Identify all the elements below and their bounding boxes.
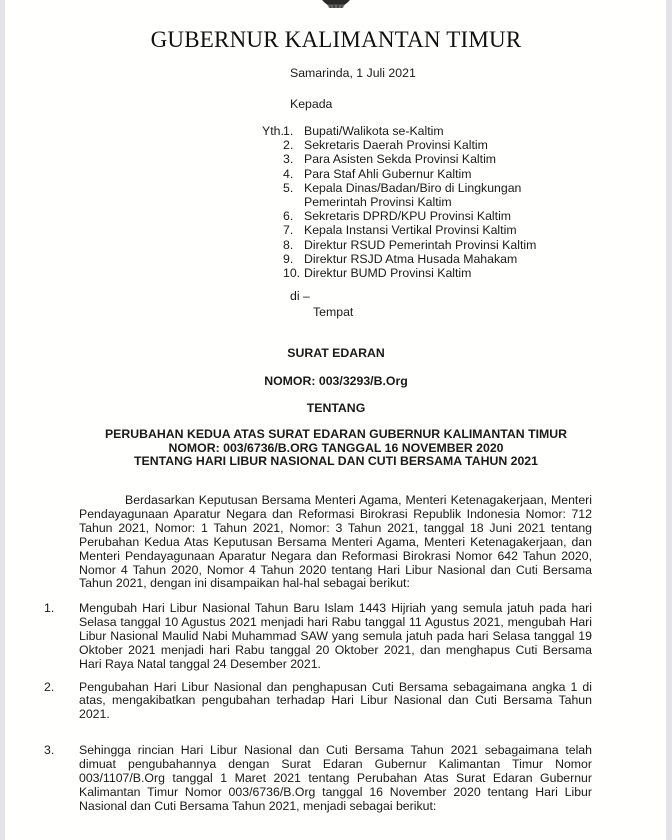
recipient-text: Direktur BUMD Provinsi Kaltim: [304, 266, 472, 281]
recipient-text: Bupati/Walikota se-Kaltim: [304, 124, 444, 138]
recipient-list: [283, 124, 536, 280]
points-list: [44, 602, 592, 823]
recipient-number: 10.: [283, 266, 301, 281]
recipient-item: [283, 238, 536, 252]
recipient-item: [283, 252, 536, 266]
photo-edge-right: [666, 0, 672, 840]
point-number: 1.: [44, 601, 55, 615]
subject-line: PERUBAHAN KEDUA ATAS SURAT EDARAN GUBERNUR KALIMANTAN TIMUR: [104, 427, 568, 441]
recipient-text: Pemerintah Provinsi Kaltim: [304, 195, 452, 210]
recipient-number: [283, 195, 304, 209]
place-date: Samarinda, 1 Juli 2021: [290, 66, 416, 80]
circular-title: SURAT EDARAN: [287, 346, 385, 360]
recipient-number: 6.: [283, 209, 294, 224]
recipient-item: [283, 195, 536, 209]
recipient-number: 2.: [283, 138, 294, 153]
recipient-number: 4.: [283, 166, 294, 181]
point-number: 2.: [44, 679, 55, 694]
recipient-number: 1.: [283, 124, 294, 138]
recipient-text: Kepala Dinas/Badan/Biro di Lingkungan: [304, 180, 522, 195]
recipient-text: Direktur RSJD Atma Husada Mahakam: [304, 251, 518, 266]
point-text: Pengubahan Hari Libur Nasional dan penghapusan Cuti Bersama sebagaimana angka 1 di atas, mengakibatkan pengubahan terhadap Hari Libur Nasional dan Cuti Bersama Tahun 2021.: [79, 679, 592, 722]
circular-number: NOMOR: 003/3293/B.Org: [264, 374, 408, 388]
recipient-text: Sekretaris Daerah Provinsi Kaltim: [304, 138, 488, 153]
recipient-text: Para Staf Ahli Gubernur Kaltim: [304, 166, 472, 181]
subject-line: TENTANG HARI LIBUR NASIONAL DAN CUTI BERSAMA TAHUN 2021: [134, 454, 538, 468]
di-label: di –: [290, 289, 310, 303]
recipient-item: [283, 209, 536, 223]
about-label: TENTANG: [306, 401, 366, 415]
point-text: Mengubah Hari Libur Nasional Tahun Baru Islam 1443 Hijriah yang semula jatuh pada hari Selasa tanggal 10 Agustus 2021 menjadi hari Rabu tanggal 11 Agustus 2021, mengubah Hari Libur Nasional Maulid Nabi Muhammad SAW yang semula jatuh pada hari Selasa tanggal 19 Oktober 2021 menjadi hari Rabu tanggal 20 Oktober 2021, dan menghapus Cuti Bersama Hari Raya Natal tanggal 24 Desember 2021.: [79, 601, 592, 671]
point-item: [44, 681, 592, 723]
recipient-text: Direktur RSUD Pemerintah Provinsi Kaltim: [304, 237, 537, 252]
recipient-item: [283, 124, 536, 138]
point-text: Sehingga rincian Hari Libur Nasional dan Cuti Bersama Tahun 2021 sebagaimana telah dimuat pengubahannya dengan Surat Edaran Gubernur Kalimantan Timur Nomor 003/1107/B.Org tanggal 1 Maret 2021 tentang Perubahan Atas Surat Edaran Gubernur Kalimantan Timur Nomor 003/6736/B.Org tanggal 16 November 2020 tentang Hari Libur Nasional dan Cuti Bersama Tahun 2021, menjadi sebagai berikut:: [79, 743, 592, 813]
recipient-item: [283, 266, 536, 280]
recipient-text: Kepala Instansi Vertikal Provinsi Kaltim: [304, 223, 517, 238]
recipient-number: 9.: [283, 251, 294, 266]
tempat-label: Tempat: [313, 305, 354, 319]
to-label: Kepada: [290, 97, 333, 111]
recipient-item: [283, 223, 536, 237]
circular-subject: [0, 428, 672, 469]
salutation: Yth.: [262, 124, 284, 138]
garuda-emblem-icon: [318, 0, 354, 9]
recipient-text: Para Asisten Sekda Provinsi Kaltim: [304, 152, 497, 167]
recipient-number: 5.: [283, 180, 294, 195]
letterhead-title: GUBERNUR KALIMANTAN TIMUR: [150, 27, 522, 52]
subject-line: NOMOR: 003/6736/B.ORG TANGGAL 16 NOVEMBER 2020: [168, 440, 504, 455]
recipient-number: 3.: [283, 152, 294, 167]
point-item: [44, 602, 592, 672]
recipient-number: 7.: [283, 223, 294, 238]
recipient-text: Sekretaris DPRD/KPU Provinsi Kaltim: [304, 209, 512, 224]
recipient-item: [283, 138, 536, 152]
recipient-item: [283, 167, 536, 181]
recipient-item: [283, 181, 536, 195]
point-item: [44, 744, 592, 814]
recipient-item: [283, 152, 536, 166]
opening-paragraph: Berdasarkan Keputusan Bersama Menteri Agama, Menteri Ketenagakerjaan, Menteri Pendayagunaan Aparatur Negara dan Reformasi Birokrasi Republik Indonesia Nomor: 712 Tahun 2021, Nomor: 1 Tahun 2021, Nomor: 3 Tahun 2021, tanggal 18 Juni 2021 tentang Perubahan Kedua Atas Keputusan Bersama Menteri Agama, Menteri Ketenagakerjaan, dan Menteri Pendayagunaan Aparatur Negara dan Reformasi Birokrasi Nomor 642 Tahun 2020, Nomor 4 Tahun 2020, Nomor 4 Tahun 2020 tentang Hari Libur Nasional dan Cuti Bersama Tahun 2021, dengan ini disampaikan hal-hal sebagai berikut:: [79, 493, 592, 591]
point-number: 3.: [44, 743, 55, 758]
recipient-number: 8.: [283, 237, 294, 252]
